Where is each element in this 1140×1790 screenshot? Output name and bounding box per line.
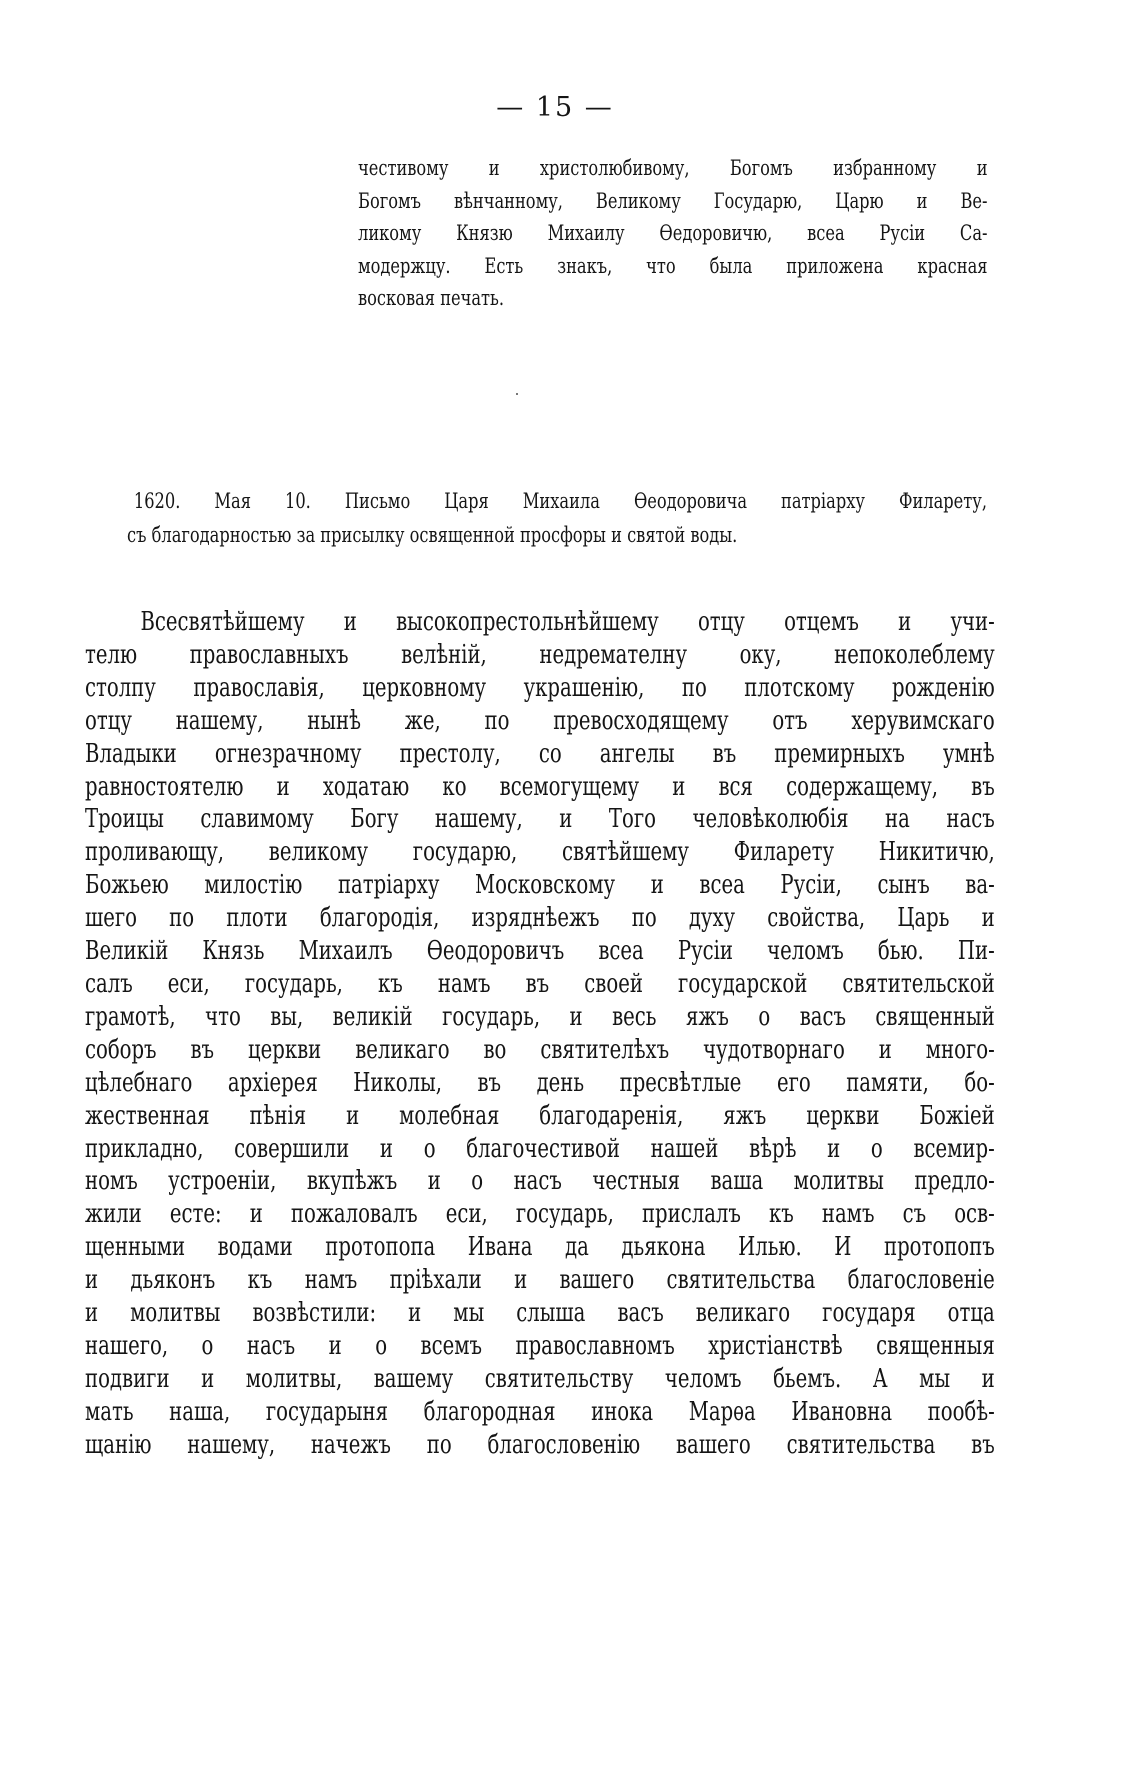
text-line: и дьяконъ къ намъ пріѣхали и вашего святительства благословеніе: [85, 1265, 995, 1296]
text-line: и молитвы возвѣстили: и мы слыша васъ великаго государя отца: [85, 1298, 995, 1329]
text-line: жественная пѣнія и молебная благодаренія, яжъ церкви Божіей: [85, 1100, 995, 1131]
heading-line: 1620. Мая 10. Письмо Царя Михаила Ѳеодоровича патріарху Филарету,: [133, 489, 987, 513]
top-paragraph: [358, 152, 988, 315]
text-line: столпу православія, церковному украшенію, по плотскому рожденію: [85, 672, 995, 703]
text-line: восковая печать.: [358, 286, 505, 311]
text-line: шего по плоти благородія, изряднѣежъ по духу свойства, Царь и: [85, 903, 995, 934]
text-line: Божьею милостію патріарху Московскому и всеа Русіи, сынъ ва-: [85, 870, 995, 901]
text-line: грамотѣ, что вы, великій государь, и весь яжъ о васъ священный: [85, 1001, 995, 1032]
text-line: салъ еси, государь, къ намъ въ своей государской святительской: [85, 968, 995, 999]
text-line: жили есте: и пожаловалъ еси, государь, прислалъ къ намъ съ осв-: [85, 1199, 995, 1230]
text-line: модержцу. Есть знакъ, что была приложена красная: [358, 253, 988, 278]
page-number: — 15 —: [496, 92, 614, 123]
text-line: щенными водами протопопа Ивана да дьякона Илью. И протопопъ: [85, 1232, 995, 1263]
text-line: Всесвятѣйшему и высокопрестольнѣйшему отцу отцемъ и учи-: [140, 607, 995, 637]
text-line: щанію нашему, начежъ по благословенію вашего святительства въ: [85, 1429, 995, 1460]
text-line: отцу нашему, нынѣ же, по превосходящему отъ херувимскаго: [85, 705, 995, 736]
text-line: Троицы славимому Богу нашему, и Того человѣколюбія на насъ: [85, 804, 995, 835]
heading-line: съ благодарностью за присылку освященной просфоры и святой воды.: [127, 522, 738, 547]
text-line: нашего, о насъ и о всемъ православномъ христіанствѣ священныя: [85, 1330, 995, 1361]
text-line: Владыки огнезрачному престолу, со ангелы въ премирныхъ умнѣ: [85, 738, 995, 769]
text-line: проливающу, великому государю, святѣйшему Филарету Никитичю,: [85, 837, 995, 868]
print-speck: [516, 393, 518, 395]
text-line: телю православныхъ велѣній, недремателну оку, непоколеблему: [85, 639, 995, 670]
text-line: прикладно, совершили и о благочестивой нашей вѣрѣ и о всемир-: [85, 1133, 995, 1164]
text-line: соборъ въ церкви великаго во святителѣхъ чудотворнаго и много-: [85, 1034, 995, 1065]
text-line: честивому и христолюбивому, Богомъ избранному и: [358, 156, 988, 180]
body-paragraph: [85, 606, 995, 1462]
text-line: мать наша, государыня благородная инока Марѳа Ивановна пообѣ-: [85, 1396, 995, 1427]
text-line: равностоятелю и ходатаю ко всемогущему и вся содержащему, въ: [85, 771, 995, 802]
document-heading: [127, 485, 987, 552]
text-line: ликому Князю Михаилу Ѳедоровичю, всеа Русіи Са-: [358, 221, 988, 246]
text-line: номъ устроеніи, вкупѣжъ и о насъ честныя ваша молитвы предло-: [85, 1166, 995, 1197]
text-line: Великій Князь Михаилъ Ѳеодоровичъ всеа Русіи челомъ бью. Пи-: [85, 936, 995, 967]
text-line: Богомъ вѣнчанному, Великому Государю, Царю и Ве-: [358, 188, 988, 213]
text-line: подвиги и молитвы, вашему святительству челомъ бьемъ. А мы и: [85, 1363, 995, 1394]
text-line: цѣлебнаго архіерея Николы, въ день пресвѣтлые его памяти, бо-: [85, 1067, 995, 1098]
